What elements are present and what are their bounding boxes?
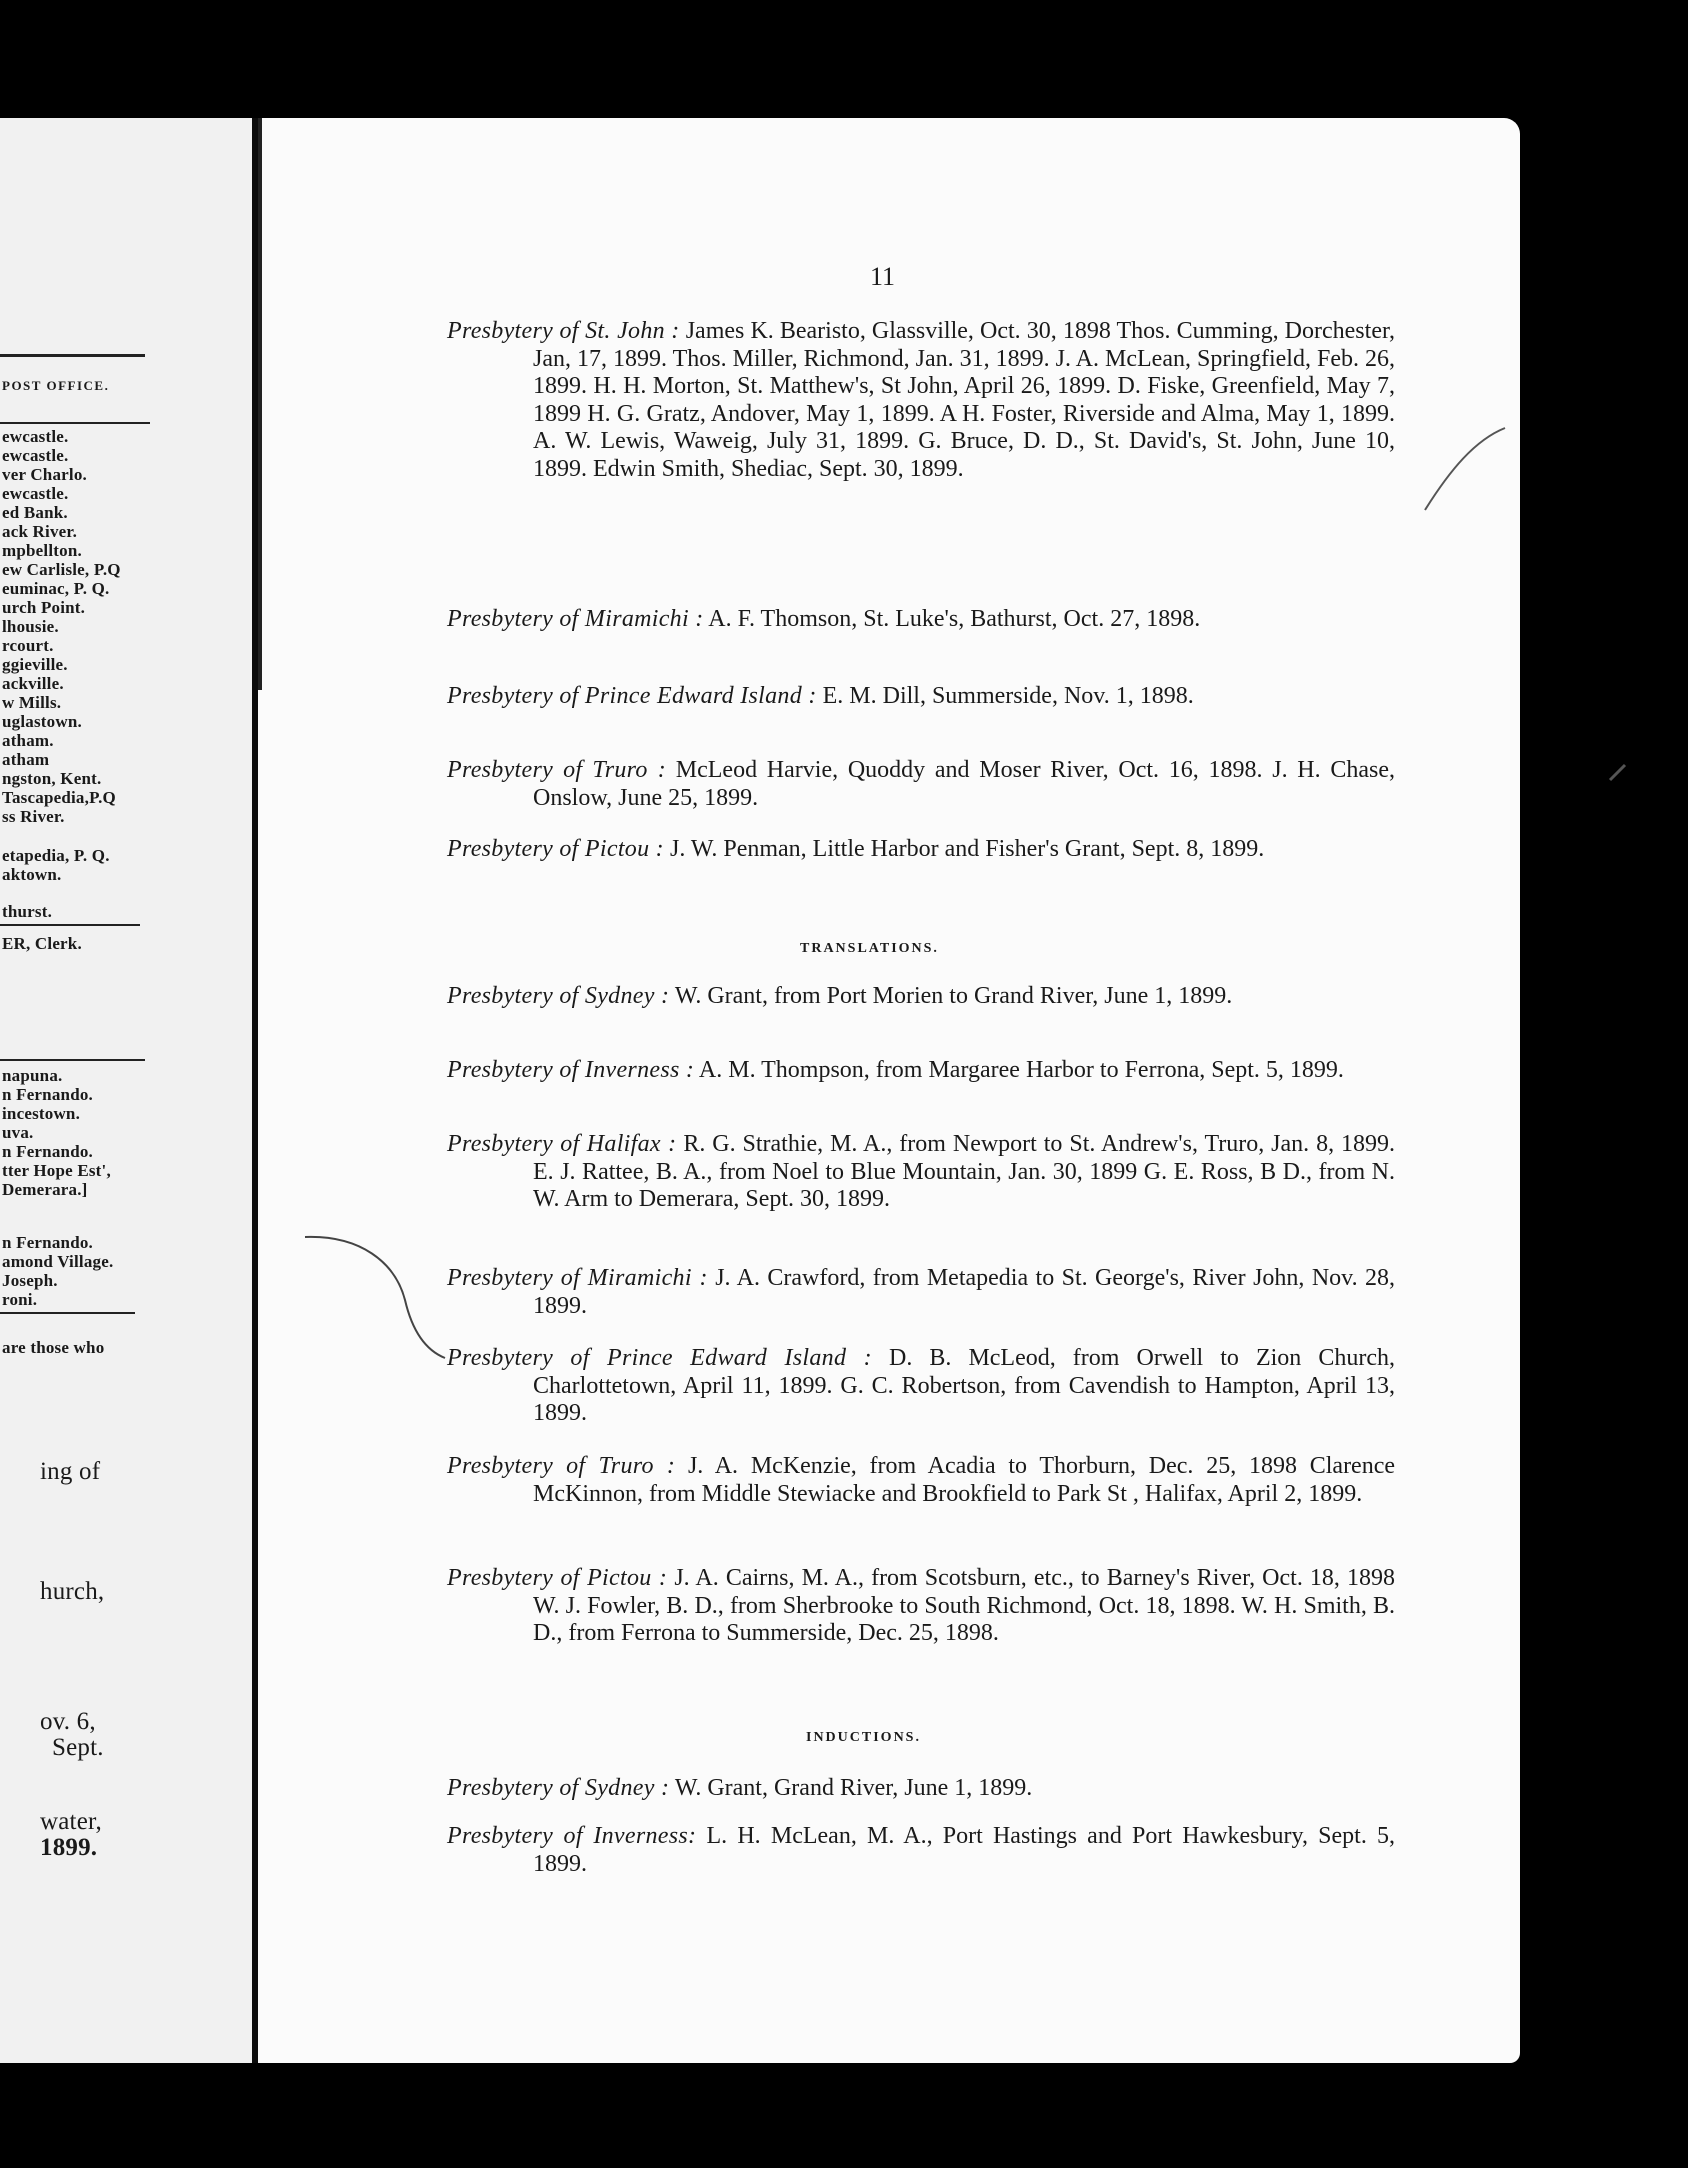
presbytery-name: Presbytery of Pictou : (447, 1565, 668, 1591)
second-list-entry: n Fernando. (2, 1142, 93, 1161)
entry-text: E. M. Dill, Summerside, Nov. 1, 1898. (822, 683, 1194, 709)
left-page-rule-top (0, 354, 145, 357)
post-office-entry: urch Point. (2, 598, 86, 617)
post-office-entry: rcourt. (2, 636, 54, 655)
post-office-entry: lhousie. (2, 617, 59, 636)
entry-text: A. F. Thomson, St. Luke's, Bathurst, Oct. 27, 1898. (708, 606, 1201, 632)
post-office-entry: Tascapedia,P.Q (2, 788, 116, 807)
post-office-entry: mpbellton. (2, 541, 82, 560)
second-list-entry: napuna. (2, 1066, 63, 1085)
post-office-entry: w Mills. (2, 693, 62, 712)
ordination-entry (447, 683, 1395, 711)
clerk-signature (2, 934, 82, 954)
second-list-entry: Demerara.] (2, 1180, 88, 1199)
presbytery-name: Presbytery of Prince Edward Island : (447, 1345, 872, 1371)
presbytery-name: Presbytery of Sydney : (447, 983, 670, 1009)
left-page-fragment: ov. 6, (40, 1708, 96, 1735)
entry-text: J. A. Cairns, M. A., from Scotsburn, etc., to Barney's River, Oct. 18, 1898 W. J. Fowler, B. D., from Sherbrooke to South Richmond, Oct. 18, 1898. W. H. Smith, B. D., from Ferrona to Summerside, Dec. 25, 1898. (533, 1565, 1395, 1646)
left-page-rule-second (0, 1059, 145, 1061)
second-list-entry: uva. (2, 1123, 34, 1142)
second-list-entry: n Fernando. (2, 1085, 93, 1104)
left-page-rule-third (0, 1312, 135, 1314)
post-office-entry: ed Bank. (2, 503, 68, 522)
post-office-entry: ew Carlisle, P.Q (2, 560, 121, 579)
translation-entry (447, 1565, 1395, 1648)
post-office-entry: atham (2, 750, 50, 769)
presbytery-name: Presbytery of Sydney : (447, 1775, 670, 1801)
entry-text: L. H. McLean, M. A., Port Hastings and Port Hawkesbury, Sept. 5, 1899. (533, 1823, 1396, 1877)
translation-entry (447, 983, 1395, 1011)
presbytery-name: Presbytery of Inverness : (447, 1057, 695, 1083)
left-page-rule-header (0, 422, 150, 424)
post-office-entry: ackville. (2, 674, 64, 693)
entry-text: R. G. Strathie, M. A., from Newport to St. Andrew's, Truro, Jan. 8, 1899. E. J. Rattee, B. A., from Noel to Blue Mountain, Jan. 30, 1899 G. E. Ross, B D., from N. W. Arm to Demerara, Sept. 30, 1899. (533, 1131, 1396, 1212)
post-office-entry: ewcastle. (2, 446, 69, 465)
post-office-entry: aktown. (2, 865, 62, 884)
entry-text: D. B. McLeod, from Orwell to Zion Church, Charlottetown, April 11, 1899. G. C. Robertson, from Cavendish to Hampton, April 13, 1899. (533, 1345, 1395, 1426)
post-office-entry: etapedia, P. Q. (2, 846, 110, 865)
presbytery-name: Presbytery of Pictou : (447, 836, 664, 862)
entry-text: W. Grant, Grand River, June 1, 1899. (674, 1775, 1033, 1801)
presbytery-name: Presbytery of Miramichi : (447, 1265, 708, 1291)
ordination-entry (447, 836, 1395, 864)
post-office-entry: ss River. (2, 807, 65, 826)
second-list-entry: tter Hope Est', (2, 1161, 111, 1180)
induction-entry (447, 1823, 1395, 1878)
entry-text: J. W. Penman, Little Harbor and Fisher's Grant, Sept. 8, 1899. (669, 836, 1265, 862)
post-office-entry: euminac, P. Q. (2, 579, 110, 598)
post-office-entry: ngston, Kent. (2, 769, 102, 788)
presbytery-name: Presbytery of Halifax : (447, 1131, 677, 1157)
translation-entry (447, 1131, 1395, 1214)
induction-entry (447, 1775, 1395, 1803)
ordination-entry (447, 606, 1395, 634)
left-page-fragment: ing of (40, 1458, 101, 1485)
third-list-entry: roni. (2, 1290, 38, 1309)
page-number: 11 (870, 262, 896, 291)
post-office-entry-last: thurst. (2, 902, 53, 921)
left-page-note: are those who (2, 1338, 105, 1357)
entry-text: W. Grant, from Port Morien to Grand River, June 1, 1899. (674, 983, 1233, 1009)
post-office-entry: ack River. (2, 522, 78, 541)
post-office-entry: ver Charlo. (2, 465, 87, 484)
entry-text: J. A. Crawford, from Metapedia to St. George's, River John, Nov. 28, 1899. (533, 1265, 1396, 1319)
left-page-fragment: Sept. (52, 1734, 104, 1761)
second-list-entry: incestown. (2, 1104, 81, 1123)
post-office-entry: ggieville. (2, 655, 68, 674)
translations-heading: TRANSLATIONS. (800, 941, 939, 956)
presbytery-name: Presbytery of Miramichi : (447, 606, 704, 632)
ordination-entry (447, 318, 1395, 483)
third-list-entry: Joseph. (2, 1271, 58, 1290)
post-office-entry: ewcastle. (2, 427, 69, 446)
post-office-entry: atham. (2, 731, 54, 750)
presbytery-name: Presbytery of St. John : (447, 318, 680, 344)
presbytery-name: Presbytery of Truro : (447, 1453, 676, 1479)
left-page-rule-clerk (0, 924, 140, 926)
third-list-entry: n Fernando. (2, 1233, 93, 1252)
entry-text: McLeod Harvie, Quoddy and Moser River, Oct. 16, 1898. J. H. Chase, Onslow, June 25, 1899. (533, 757, 1396, 811)
entry-text: J. A. McKenzie, from Acadia to Thorburn, Dec. 25, 1898 Clarence McKinnon, from Middle Stewiacke and Brookfield to Park St , Halifax, April 2, 1899. (533, 1453, 1396, 1507)
entry-text: James K. Bearisto, Glassville, Oct. 30, 1898 Thos. Cumming, Dorchester, Jan, 17, 1899. Thos. Miller, Richmond, Jan. 31, 1899. J. A. McLean, Springfield, Feb. 26, 1899. H. H. Morton, St. Matthew's, St John, April 26, 1899. D. Fiske, Greenfield, May 7, 1899 H. G. Gratz, Andover, May 1, 1899. A H. Foster, Riverside and Alma, May 1, 1899. A. W. Lewis, Waweig, July 31, 1899. G. Bruce, D. D., St. David's, St. John, June 10, 1899. Edwin Smith, Shediac, Sept. 30, 1899. (533, 318, 1396, 482)
translation-entry (447, 1057, 1395, 1085)
post-office-entry: ewcastle. (2, 484, 69, 503)
inductions-heading: INDUCTIONS. (806, 1730, 921, 1745)
presbytery-name: Presbytery of Prince Edward Island : (447, 683, 817, 709)
post-office-entry: uglastown. (2, 712, 82, 731)
presbytery-name: Presbytery of Truro : (447, 757, 667, 783)
presbytery-name: Presbytery of Inverness: (447, 1823, 697, 1849)
left-facing-page (0, 118, 252, 2063)
left-page-fragment: water, (40, 1808, 102, 1835)
clerk-text: ER, Clerk. (2, 934, 82, 953)
left-page-fragment: 1899. (40, 1834, 98, 1861)
translation-entry (447, 1453, 1395, 1508)
left-page-fragment: hurch, (40, 1578, 105, 1605)
ordination-entry (447, 757, 1395, 812)
translation-entry (447, 1345, 1395, 1428)
entry-text: A. M. Thompson, from Margaree Harbor to Ferrona, Sept. 5, 1899. (698, 1057, 1344, 1083)
third-list-entry: amond Village. (2, 1252, 114, 1271)
post-office-column-header: POST OFFICE. (2, 378, 110, 393)
translation-entry (447, 1265, 1395, 1320)
